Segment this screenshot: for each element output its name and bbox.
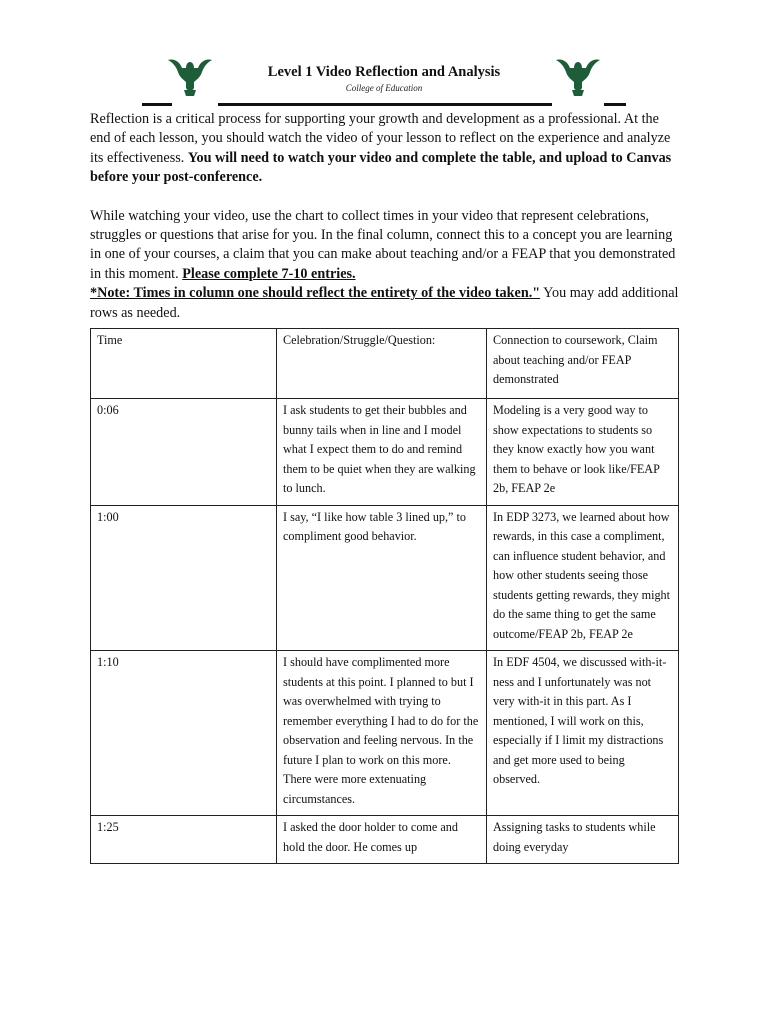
connection-cell: Modeling is a very good way to show expectations to students so they know exactly how you want them to behave or look like/FEAP 2b, FEAP 2e [487, 399, 679, 506]
times-note: *Note: Times in column one should reflect the entirety of the video taken." [90, 285, 541, 302]
column-header-connection: Connection to coursework, Claim about teaching and/or FEAP demonstrated [487, 329, 679, 399]
document-subtitle: College of Education [345, 83, 423, 93]
celebration-cell: I asked the door holder to come and hold the door. He comes up [277, 816, 487, 864]
table-row [91, 505, 679, 651]
celebration-cell: I say, “I like how table 3 lined up,” to compliment good behavior. [277, 505, 487, 651]
entries-requirement: Please complete 7-10 entries. [182, 265, 356, 282]
instructions-text: Reflection is a critical process for supporting your growth and development as a professional. At the end of each lesson, you should watch the video of your lesson to reflect on the experience and analyze its effectiveness. [90, 111, 671, 166]
instructions-text: You may add additional rows as needed. [90, 285, 679, 321]
time-cell: 0:06 [91, 399, 277, 506]
instructions-text: While watching your video, use the chart to collect times in your video that represent celebrations, struggles or questions that arise for you. In the final column, connect this to a concept you are learning in one of your courses, a claim that you can make about teaching and/or a FEAP that you demonstrated in this moment. [90, 207, 676, 282]
table-row [91, 399, 679, 506]
table-row [91, 651, 679, 816]
time-cell: 1:00 [91, 505, 277, 651]
celebration-cell: I should have complimented more students at this point. I planned to but I was overwhelmed with trying to remember everything I had to do for the observation and feeling nervous. In the future I plan to work on this more. There were more extenuating circumstances. [277, 651, 487, 816]
instructions-bold-text: You will need to watch your video and complete the table, and upload to Canvas before your post-conference. [90, 149, 672, 186]
time-cell: 1:25 [91, 816, 277, 864]
time-cell: 1:10 [91, 651, 277, 816]
connection-cell: In EDF 4504, we discussed with-it-ness and I unfortunately was not very with-it in this part. As I mentioned, I will work on this, especially if I limit my distractions and get more used to being observed. [487, 651, 679, 816]
table-row [91, 816, 679, 864]
document-title: Level 1 Video Reflection and Analysis [267, 64, 501, 80]
column-header-time: Time [91, 329, 277, 399]
column-header-celebration: Celebration/Struggle/Question: [277, 329, 487, 399]
connection-cell: In EDP 3273, we learned about how rewards, in this case a compliment, can influence student behavior, and how other students seeing those students getting rewards, they might do the same thing to get the same outcome/FEAP 2b, FEAP 2e [487, 505, 679, 651]
reflection-table [90, 328, 679, 864]
celebration-cell: I ask students to get their bubbles and bunny tails when in line and I model what I expect them to do and remind them to be quiet when they are walking to lunch. [277, 399, 487, 506]
connection-cell: Assigning tasks to students while doing everyday [487, 816, 679, 864]
table-header-row [91, 329, 679, 399]
